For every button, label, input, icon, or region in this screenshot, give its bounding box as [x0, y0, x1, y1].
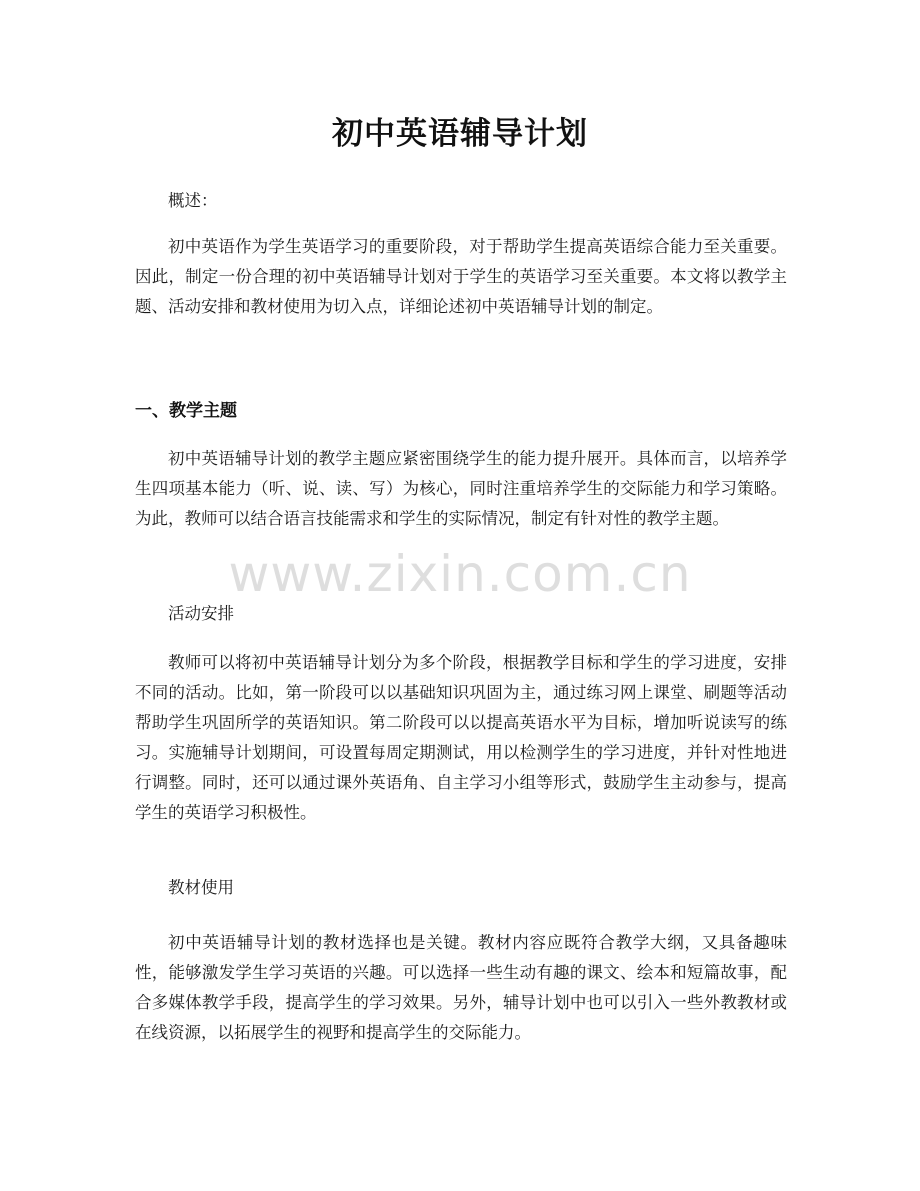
watermark: www.zixin.com.cn: [228, 545, 692, 603]
teaching-theme-paragraph: 初中英语辅导计划的教学主题应紧密围绕学生的能力提升展开。具体而言，以培养学生四项基本能力（听、说、读、写）为核心，同时注重培养学生的交际能力和学习策略。为此，教师可以结合语言技能需求和学生的实际情况，制定有针对性的教学主题。: [135, 449, 787, 528]
textbook-usage-label: 教材使用: [168, 878, 234, 897]
section-heading-teaching-theme: 一、教学主题: [135, 401, 237, 421]
overview-paragraph: 初中英语作为学生英语学习的重要阶段，对于帮助学生提高英语综合能力至关重要。因此，制定一份合理的初中英语辅导计划对于学生的英语学习至关重要。本文将以教学主题、活动安排和教材使用为切入点，详细论述初中英语辅导计划的制定。: [135, 237, 787, 316]
document-title: 初中英语辅导计划: [332, 116, 588, 152]
activity-arrangement-label: 活动安排: [168, 604, 234, 623]
textbook-usage-paragraph: 初中英语辅导计划的教材选择也是关键。教材内容应既符合教学大纲，又具备趣味性，能够激发学生学习英语的兴趣。可以选择一些生动有趣的课文、绘本和短篇故事，配合多媒体教学手段，提高学生的学习效果。另外，辅导计划中也可以引入一些外教教材或在线资源，以拓展学生的视野和提高学生的交际能力。: [135, 933, 787, 1042]
overview-label: 概述：: [168, 191, 218, 210]
activity-arrangement-paragraph: 教师可以将初中英语辅导计划分为多个阶段，根据教学目标和学生的学习进度，安排不同的活动。比如，第一阶段可以以基础知识巩固为主，通过练习网上课堂、刷题等活动帮助学生巩固所学的英语知识。第二阶段可以以提高英语水平为目标，增加听说读写的练习。实施辅导计划期间，可设置每周定期测试，用以检测学生的学习进度，并针对性地进行调整。同时，还可以通过课外英语角、自主学习小组等形式，鼓励学生主动参与，提高学生的英语学习积极性。: [135, 653, 787, 822]
